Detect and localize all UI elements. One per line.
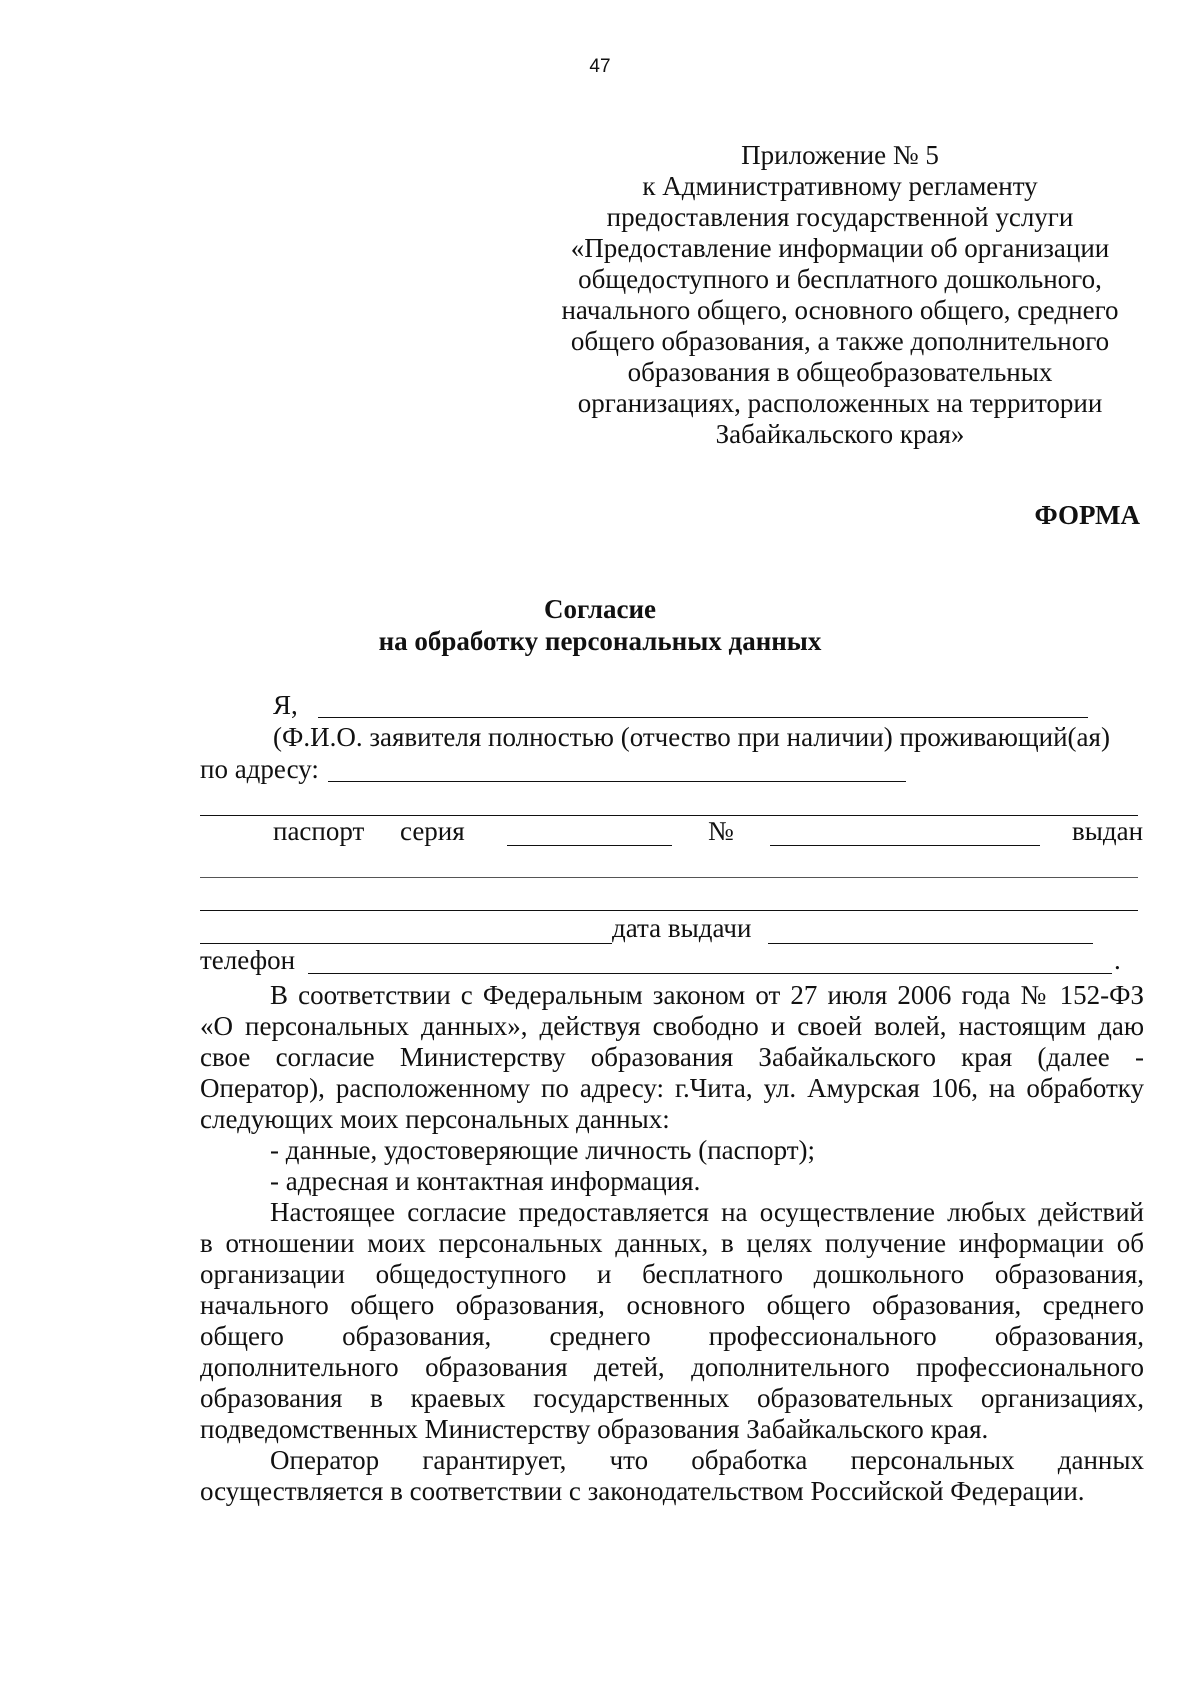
issued-by-label: выдан bbox=[1072, 816, 1144, 846]
paragraph-line: образования в краевых государственных образовательных организациях, bbox=[200, 1383, 1144, 1413]
phone-field[interactable] bbox=[308, 973, 1112, 974]
appendix-header bbox=[540, 140, 1140, 450]
paragraph-line: следующих моих персональных данных: bbox=[200, 1104, 670, 1134]
paragraph-line: дополнительного образования детей, дополнительного профессионального bbox=[200, 1352, 1144, 1382]
paragraph-line: организации общедоступного и бесплатного дошкольного образования, bbox=[200, 1259, 1144, 1289]
issued-by-field-end[interactable] bbox=[200, 943, 612, 944]
issue-date-field[interactable] bbox=[768, 943, 1093, 944]
form-label: ФОРМА bbox=[1034, 500, 1140, 530]
paragraph-line: «О персональных данных», действуя свободно и своей волей, настоящим даю bbox=[200, 1011, 1144, 1041]
appendix-line: Приложение № 5 bbox=[741, 140, 939, 170]
paragraph-line: В соответствии с Федеральным законом от 27 июля 2006 года № 152-ФЗ bbox=[270, 980, 1144, 1010]
fio-field[interactable] bbox=[318, 717, 1088, 718]
appendix-line: образования в общеобразовательных bbox=[627, 357, 1053, 387]
issue-date-label: дата выдачи bbox=[612, 913, 752, 943]
fio-caption: (Ф.И.О. заявителя полностью (отчество при наличии) проживающий(ая) bbox=[273, 722, 1110, 752]
document-title: Согласие bbox=[543, 594, 657, 624]
phone-field-end: . bbox=[1114, 945, 1121, 975]
issued-by-field[interactable] bbox=[200, 877, 1138, 878]
paragraph-line: Оператор), расположенному по адресу: г.Чита, ул. Амурская 106, на обработку bbox=[200, 1073, 1144, 1103]
series-label: серия bbox=[400, 816, 465, 846]
appendix-line: к Административному регламенту bbox=[642, 171, 1038, 201]
appendix-line: Забайкальского края» bbox=[715, 419, 965, 449]
passport-number-field[interactable] bbox=[770, 845, 1040, 846]
document-subtitle: на обработку персональных данных bbox=[378, 626, 822, 656]
appendix-line: «Предоставление информации об организации bbox=[570, 233, 1110, 263]
appendix-line: общего образования, а также дополнительного bbox=[570, 326, 1110, 356]
list-item: - адресная и контактная информация. bbox=[270, 1166, 701, 1196]
passport-series-field[interactable] bbox=[507, 845, 672, 846]
passport-label: паспорт bbox=[273, 816, 365, 846]
paragraph-line: осуществляется в соответствии с законодательством Российской Федерации. bbox=[200, 1476, 1085, 1506]
appendix-line: организациях, расположенных на территории bbox=[577, 388, 1103, 418]
ya-label: Я, bbox=[273, 690, 298, 720]
paragraph-line: начального общего образования, основного общего образования, среднего bbox=[200, 1290, 1144, 1320]
paragraph-line: общего образования, среднего профессионального образования, bbox=[200, 1321, 1144, 1351]
list-item: - данные, удостоверяющие личность (паспорт); bbox=[270, 1135, 816, 1165]
address-label: по адресу: bbox=[200, 754, 319, 784]
phone-label: телефон bbox=[200, 945, 296, 975]
appendix-line: общедоступного и бесплатного дошкольного, bbox=[578, 264, 1102, 294]
paragraph-line: Настоящее согласие предоставляется на осуществление любых действий bbox=[270, 1197, 1144, 1227]
issued-by-field-continued[interactable] bbox=[200, 910, 1138, 911]
consent-body bbox=[200, 980, 1144, 1507]
paragraph-line: подведомственных Министерству образования Забайкальского края. bbox=[200, 1414, 989, 1444]
address-field[interactable] bbox=[328, 781, 906, 782]
paragraph-line: Оператор гарантирует, что обработка персональных данных bbox=[270, 1445, 1144, 1475]
appendix-line: предоставления государственной услуги bbox=[606, 202, 1074, 232]
number-label: № bbox=[708, 816, 734, 846]
page-number: 47 bbox=[589, 56, 611, 77]
appendix-line: начального общего, основного общего, среднего bbox=[561, 295, 1119, 325]
paragraph-line: в отношении моих персональных данных, в целях получение информации об bbox=[200, 1228, 1144, 1258]
paragraph-line: свое согласие Министерству образования Забайкальского края (далее - bbox=[200, 1042, 1144, 1072]
